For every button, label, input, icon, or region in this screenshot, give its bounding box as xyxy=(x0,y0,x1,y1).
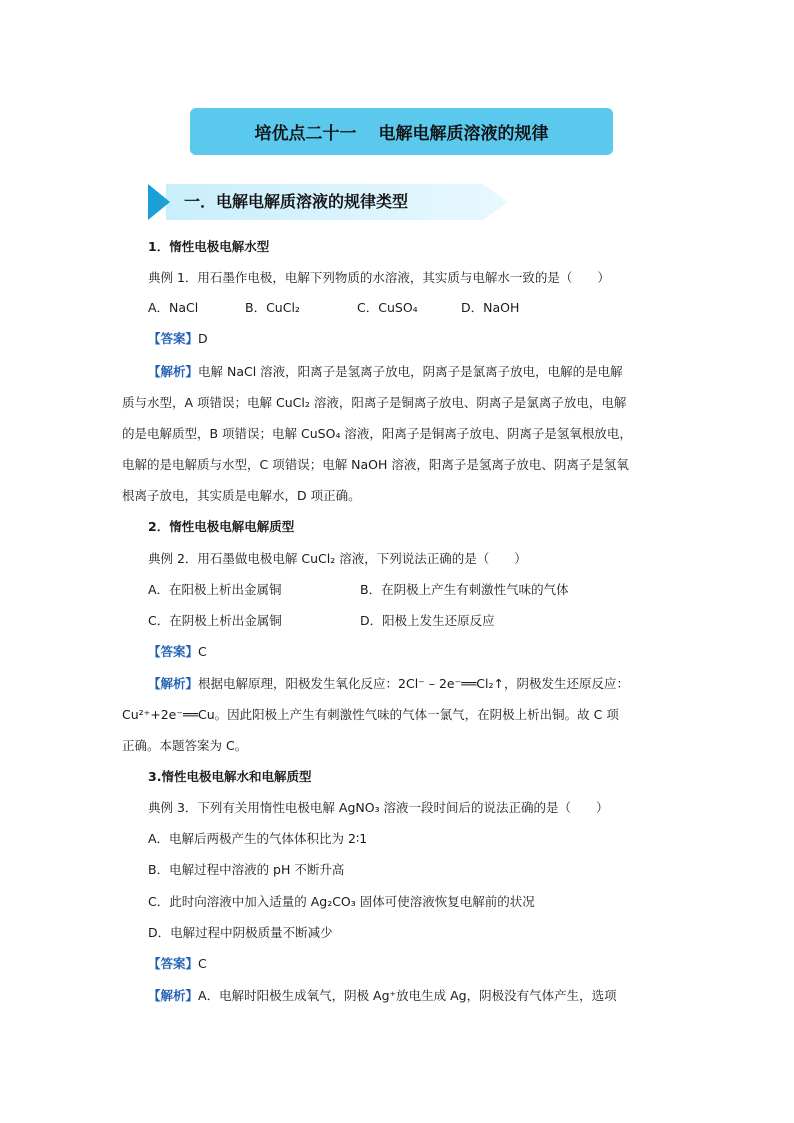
q1-analysis-line-4: 电解的是电解质与水型，C 项错误；电解 NaOH 溶液，阳离子是氢离子放电、阴离子是氢氧 xyxy=(122,457,629,472)
q2-heading: 2．惰性电极电解电解质型 xyxy=(148,519,295,534)
q3-analysis-tag: 【解析】 xyxy=(148,988,199,1003)
section-banner xyxy=(148,184,508,220)
q2-analysis-tag: 【解析】 xyxy=(148,676,199,691)
q2-analysis-line-1: 【解析】根据电解原理，阳极发生氧化反应：2Cl⁻ – 2e⁻══Cl₂↑，阴极发生还原反应： xyxy=(148,676,629,691)
q3-option-c: C．此时向溶液中加入适量的 Ag₂CO₃ 固体可使溶液恢复电解前的状况 xyxy=(148,894,535,909)
q2-answer-tag: 【答案】 xyxy=(148,644,199,659)
q1-analysis-line-3: 的是电解质型，B 项错误；电解 CuSO₄ 溶液，阳离子是铜离子放电、阴离子是氢氧根放电， xyxy=(122,426,632,441)
q2-option-d: D．阳极上发生还原反应 xyxy=(360,613,495,628)
q2-option-a: A．在阳极上析出金属铜 xyxy=(148,582,282,597)
q2-option-b: B．在阴极上产生有刺激性气味的气体 xyxy=(360,582,569,597)
q2-analysis-line-3: 正确。本题答案为 C。 xyxy=(122,738,248,753)
q3-answer xyxy=(148,955,207,973)
q3-answer-value: C xyxy=(198,956,207,971)
q2-stem: 典例 2．用石墨做电极电解 CuCl₂ 溶液，下列说法正确的是（ ） xyxy=(148,551,527,566)
q2-analysis-line-2: Cu²⁺+2e⁻══Cu。因此阳极上产生有刺激性气味的气体一氯气，在阴极上析出铜。故 C 项 xyxy=(122,707,619,722)
q1-option-b: B．CuCl₂ xyxy=(245,300,300,315)
q1-answer xyxy=(148,330,208,348)
title-banner xyxy=(190,108,613,155)
q1-option-d: D．NaOH xyxy=(461,300,520,315)
title-right: 电解电解质溶液的规律 xyxy=(378,124,549,144)
q1-analysis-line-1: 【解析】电解 NaCl 溶液，阳离子是氢离子放电，阴离子是氯离子放电，电解的是电解 xyxy=(148,364,623,379)
q3-answer-tag: 【答案】 xyxy=(148,956,199,971)
q1-answer-value: D xyxy=(198,331,208,346)
q3-stem: 典例 3．下列有关用惰性电极电解 AgNO₃ 溶液一段时间后的说法正确的是（ ） xyxy=(148,800,609,815)
q3-option-b: B．电解过程中溶液的 pH 不断升高 xyxy=(148,862,345,877)
q3-option-d: D．电解过程中阴极质量不断减少 xyxy=(148,925,333,940)
q1-option-a: A．NaCl xyxy=(148,300,199,315)
q1-answer-tag: 【答案】 xyxy=(148,331,199,346)
q1-analysis-line-2: 质与水型，A 项错误；电解 CuCl₂ 溶液，阳离子是铜离子放电、阴离子是氯离子放电，电解 xyxy=(122,395,627,410)
q2-answer xyxy=(148,643,207,661)
q3-option-a: A．电解后两极产生的气体体积比为 2∶1 xyxy=(148,831,368,846)
q2-answer-value: C xyxy=(198,644,207,659)
q3-analysis-line-1: 【解析】A．电解时阳极生成氧气，阴极 Ag⁺放电生成 Ag，阴极没有气体产生，选项 xyxy=(148,988,617,1003)
q1-analysis-tag: 【解析】 xyxy=(148,364,199,379)
section-title: 一．电解电解质溶液的规律类型 xyxy=(184,192,409,211)
title-left: 培优点二十一 xyxy=(254,124,357,144)
q1-analysis-line-5: 根离子放电，其实质是电解水，D 项正确。 xyxy=(122,488,361,503)
q1-option-c: C．CuSO₄ xyxy=(357,300,418,315)
q1-heading: 1．惰性电极电解水型 xyxy=(148,239,270,254)
q1-stem: 典例 1．用石墨作电极，电解下列物质的水溶液，其实质与电解水一致的是（ ） xyxy=(148,270,610,285)
q2-option-c: C．在阴极上析出金属铜 xyxy=(148,613,282,628)
q3-heading: 3.惰性电极电解水和电解质型 xyxy=(148,769,312,784)
